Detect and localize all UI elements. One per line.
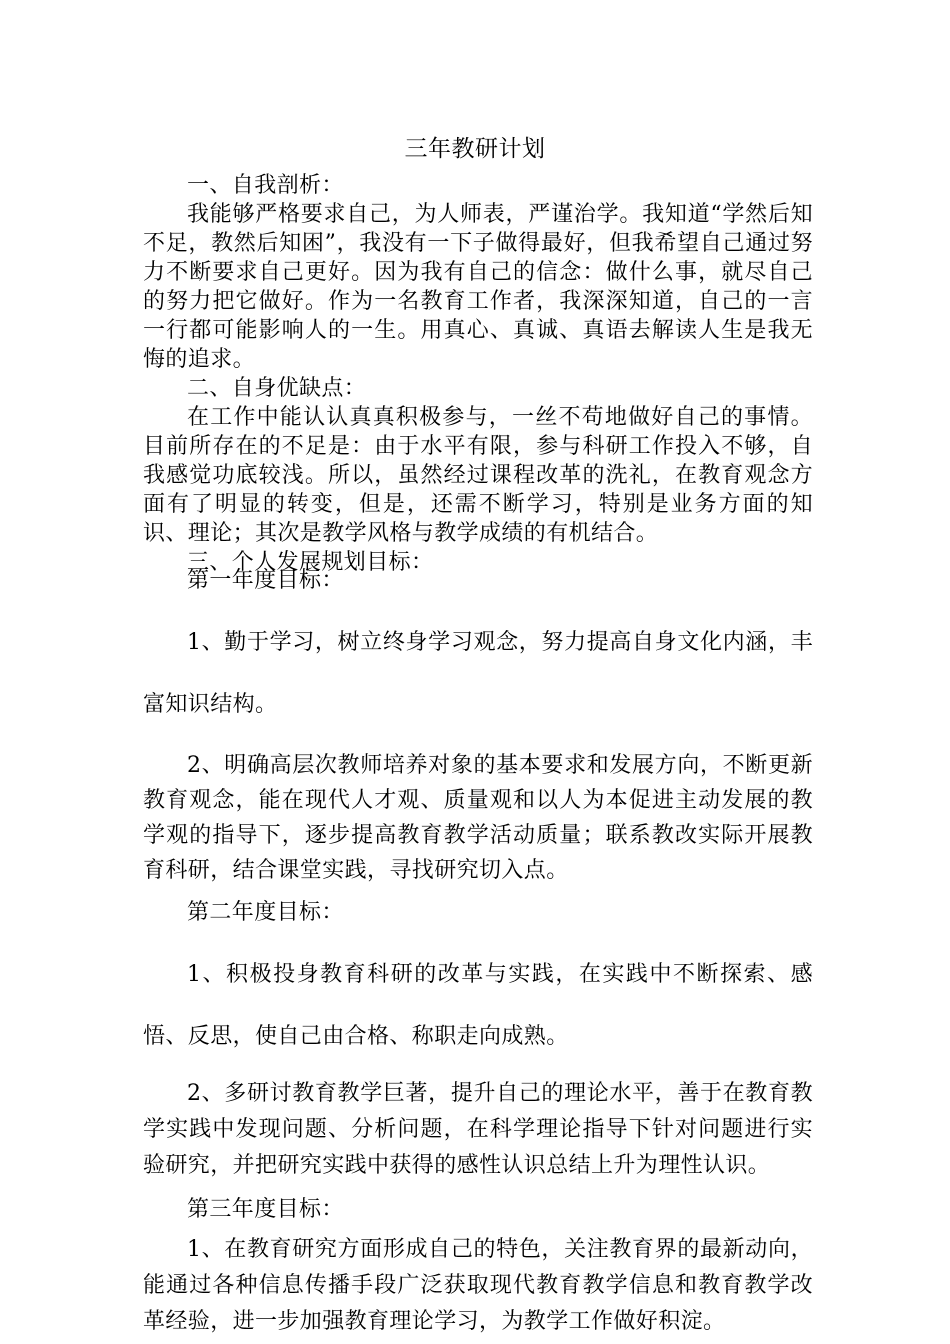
year-1-item-1: 1、勤于学习，树立终身学习观念，努力提高自身文化内涵，丰富知识结构。 (143, 630, 813, 717)
section-2-heading: 二、自身优缺点： (187, 376, 367, 401)
year-1-heading: 第一年度目标： (187, 568, 344, 593)
year-2-item-1: 1、积极投身教育科研的改革与实践，在实践中不断探索、感悟、反思，使自己由合格、称职走向成熟。 (143, 962, 813, 1049)
section-1-heading: 一、自我剖析： (187, 173, 344, 198)
document-body-upper (143, 171, 813, 577)
year-2-item-2: 2、多研讨教育教学巨著，提升自己的理论水平，善于在教育教学实践中发现问题、分析问题，在科学理论指导下针对问题进行实验研究，并把研究实践中获得的感性认识总结上升为理性认识。 (143, 1081, 813, 1178)
section-1-paragraph: 我能够严格要求自己，为人师表，严谨治学。我知道“学然后知不足，教然后知困”，我没有一下子做得最好，但我希望自己通过努力不断要求自己更好。因为我有自己的信念：做什么事，就尽自己的努力把它做好。作为一名教育工作者，我深深知道，自己的一言一行都可能影响人的一生。用真心、真诚、真语去解读人生是我无悔的追求。 (143, 202, 813, 372)
section-2-paragraph: 在工作中能认认真真积极参与，一丝不苟地做好自己的事情。目前所存在的不足是：由于水平有限，参与科研工作投入不够，自我感觉功底较浅。所以，虽然经过课程改革的洗礼，在教育观念方面有了明显的转变，但是，还需不断学习，特别是业务方面的知识、理论；其次是教学风格与教学成绩的有机结合。 (143, 405, 813, 546)
year-3-heading: 第三年度目标： (187, 1197, 344, 1222)
document-title: 三年教研计划 (404, 136, 546, 162)
year-3-item-1: 1、在教育研究方面形成自己的特色，关注教育界的最新动向，能通过各种信息传播手段广泛获取现代教育教学信息和教育教学改革经验，进一步加强教育理论学习，为教学工作做好积淀。 (143, 1237, 813, 1334)
year-1-item-2: 2、明确高层次教师培养对象的基本要求和发展方向，不断更新教育观念，能在现代人才观、质量观和以人为本促进主动发展的教学观的指导下，逐步提高教育教学活动质量；联系教改实际开展教育科研，结合课堂实践，寻找研究切入点。 (143, 753, 813, 883)
section-3-heading: 三、个人发展规划目标： (187, 550, 434, 575)
document-body-lower (143, 550, 813, 1340)
year-2-heading: 第二年度目标： (187, 900, 344, 925)
